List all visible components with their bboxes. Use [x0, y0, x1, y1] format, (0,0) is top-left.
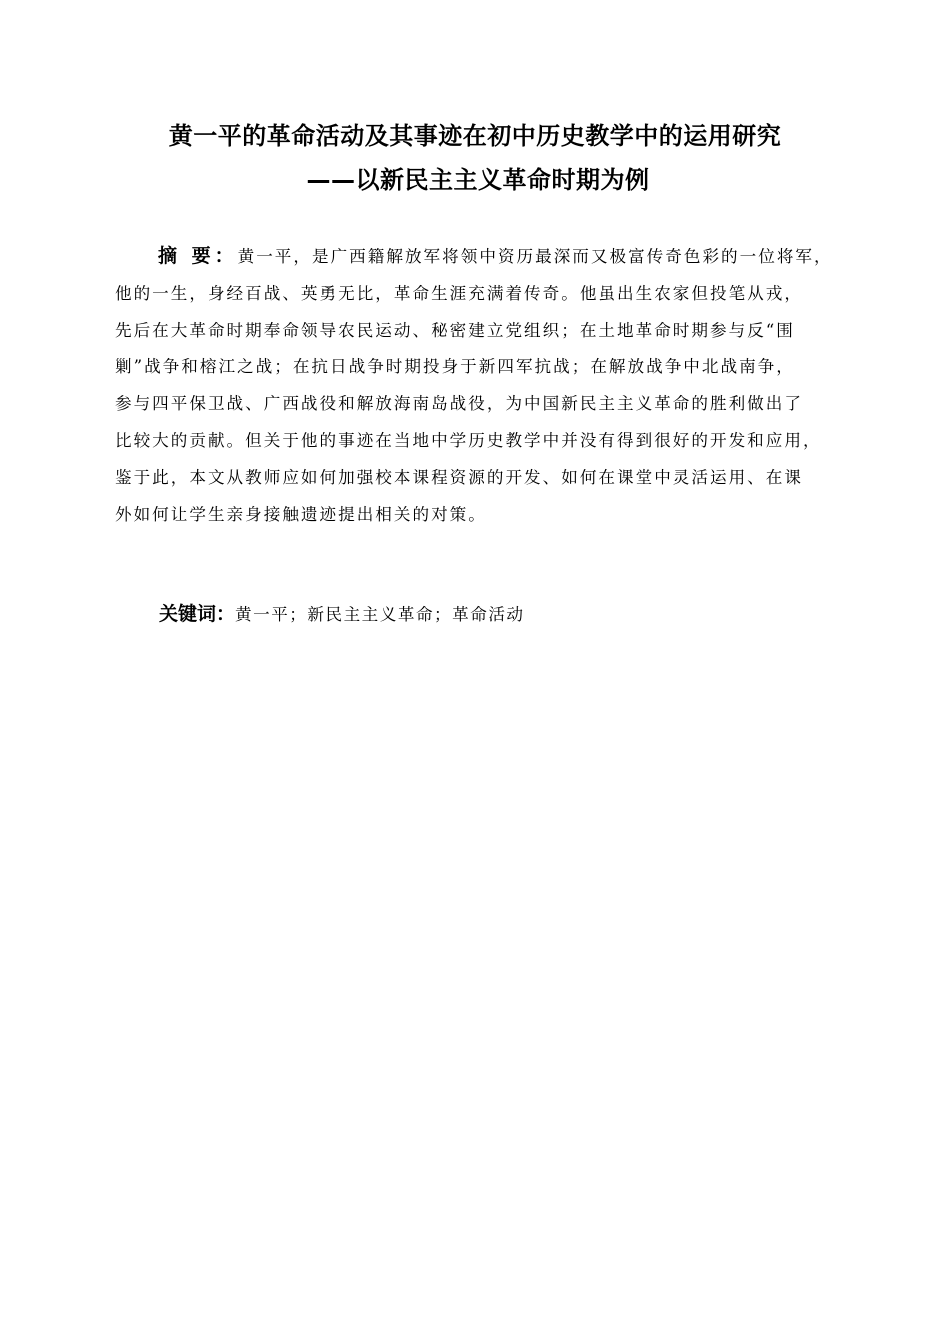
abstract-section	[115, 238, 850, 533]
abstract-text: 黄一平，是广西籍解放军将领中资历最深而又极富传奇色彩的一位将军，	[237, 247, 833, 266]
abstract-line: 他的一生，身经百战、英勇无比，革命生涯充满着传奇。他虽出生农家但投笔从戎，	[115, 283, 803, 303]
abstract-line: 先后在大革命时期奉命领导农民运动、秘密建立党组织；在土地革命时期参与反“围	[115, 320, 795, 340]
keywords-section	[159, 596, 525, 633]
document-title: 黄一平的革命活动及其事迹在初中历史教学中的运用研究	[168, 122, 782, 150]
document-subtitle: ——以新民主主义革命时期为例	[306, 166, 650, 194]
keywords-label: 关键词：	[159, 603, 236, 625]
abstract-line: 剿”战争和榕江之战；在抗日战争时期投身于新四军抗战；在解放战争中北战南争，	[115, 357, 795, 377]
keywords-text: 黄一平；新民主主义革命；革命活动	[235, 605, 525, 624]
abstract-line	[115, 238, 850, 276]
abstract-line: 外如何让学生亲身接触遗迹提出相关的对策。	[115, 504, 487, 524]
abstract-line: 参与四平保卫战、广西战役和解放海南岛战役，为中国新民主主义革命的胜利做出了	[115, 394, 803, 414]
title-block	[0, 114, 950, 202]
abstract-label: 摘 要：	[158, 245, 238, 267]
abstract-line: 鉴于此，本文从教师应如何加强校本课程资源的开发、如何在课堂中灵活运用、在课	[115, 467, 803, 487]
abstract-line: 比较大的贡献。但关于他的事迹在当地中学历史教学中并没有得到很好的开发和应用，	[115, 430, 822, 450]
